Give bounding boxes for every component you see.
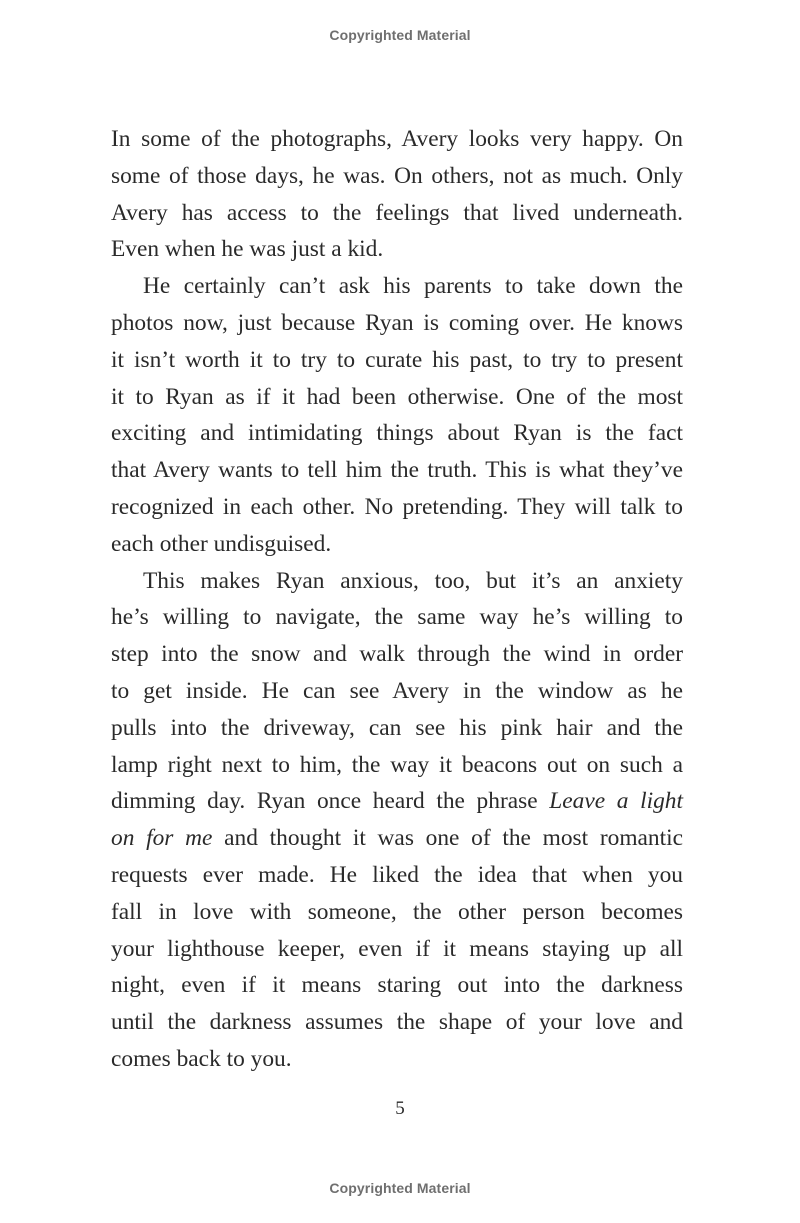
paragraph-2 [111, 268, 683, 562]
text-line: it to Ryan as if it had been otherwise. One of the most [111, 383, 683, 410]
page-body [111, 121, 683, 1078]
text-line: lamp right next to him, the way it beacons out on such a [111, 751, 683, 778]
text-line: your lighthouse keeper, even if it means staying up all [111, 935, 683, 962]
text-line: fall in love with someone, the other person becomes [111, 898, 683, 925]
text-line: he’s willing to navigate, the same way he’s willing to [111, 604, 683, 631]
text-line: pulls into the driveway, can see his pink hair and the [111, 714, 683, 741]
text-line: night, even if it means staring out into the darkness [111, 972, 683, 999]
text-line: In some of the photographs, Avery looks very happy. On [111, 126, 683, 152]
text-line: This makes Ryan anxious, too, but it’s an anxiety [143, 567, 683, 594]
italic-phrase-part1: Leave a light [549, 788, 683, 815]
text-line: photos now, just because Ryan is coming over. He knows [111, 309, 683, 336]
text-line: recognized in each other. No pretending. They will talk to [111, 493, 683, 520]
paragraph-1 [111, 121, 683, 268]
italic-phrase-part2: on for me [111, 825, 213, 852]
text-line: step into the snow and walk through the wind in order [111, 641, 683, 668]
text-line: exciting and intimidating things about Ryan is the fact [111, 420, 683, 447]
text-line: Even when he was just a kid. [111, 236, 384, 263]
text-fragment: and thought it was one of the most romantic [224, 825, 683, 852]
page-number: 5 [395, 1098, 405, 1119]
text-line: that Avery wants to tell him the truth. This is what they’ve [111, 457, 683, 484]
copyright-watermark-top: Copyrighted Material [329, 27, 471, 43]
text-line: each other undisguised. [111, 530, 332, 557]
text-line: it isn’t worth it to try to curate his past, to try to present [111, 346, 683, 373]
text-line: Avery has access to the feelings that lived underneath. [111, 199, 683, 226]
paragraph-3 [111, 563, 683, 1078]
text-fragment: dimming day. Ryan once heard the phrase [111, 788, 550, 815]
copyright-watermark-bottom: Copyrighted Material [329, 1180, 471, 1196]
text-line [111, 783, 683, 820]
text-line: some of those days, he was. On others, not as much. Only [111, 162, 683, 189]
text-line [111, 820, 683, 857]
text-line: comes back to you. [111, 1045, 292, 1072]
text-line: until the darkness assumes the shape of your love and [111, 1009, 683, 1036]
text-line: requests ever made. He liked the idea that when you [111, 861, 683, 888]
text-line: to get inside. He can see Avery in the window as he [111, 677, 683, 704]
text-line: He certainly can’t ask his parents to take down the [143, 273, 683, 300]
